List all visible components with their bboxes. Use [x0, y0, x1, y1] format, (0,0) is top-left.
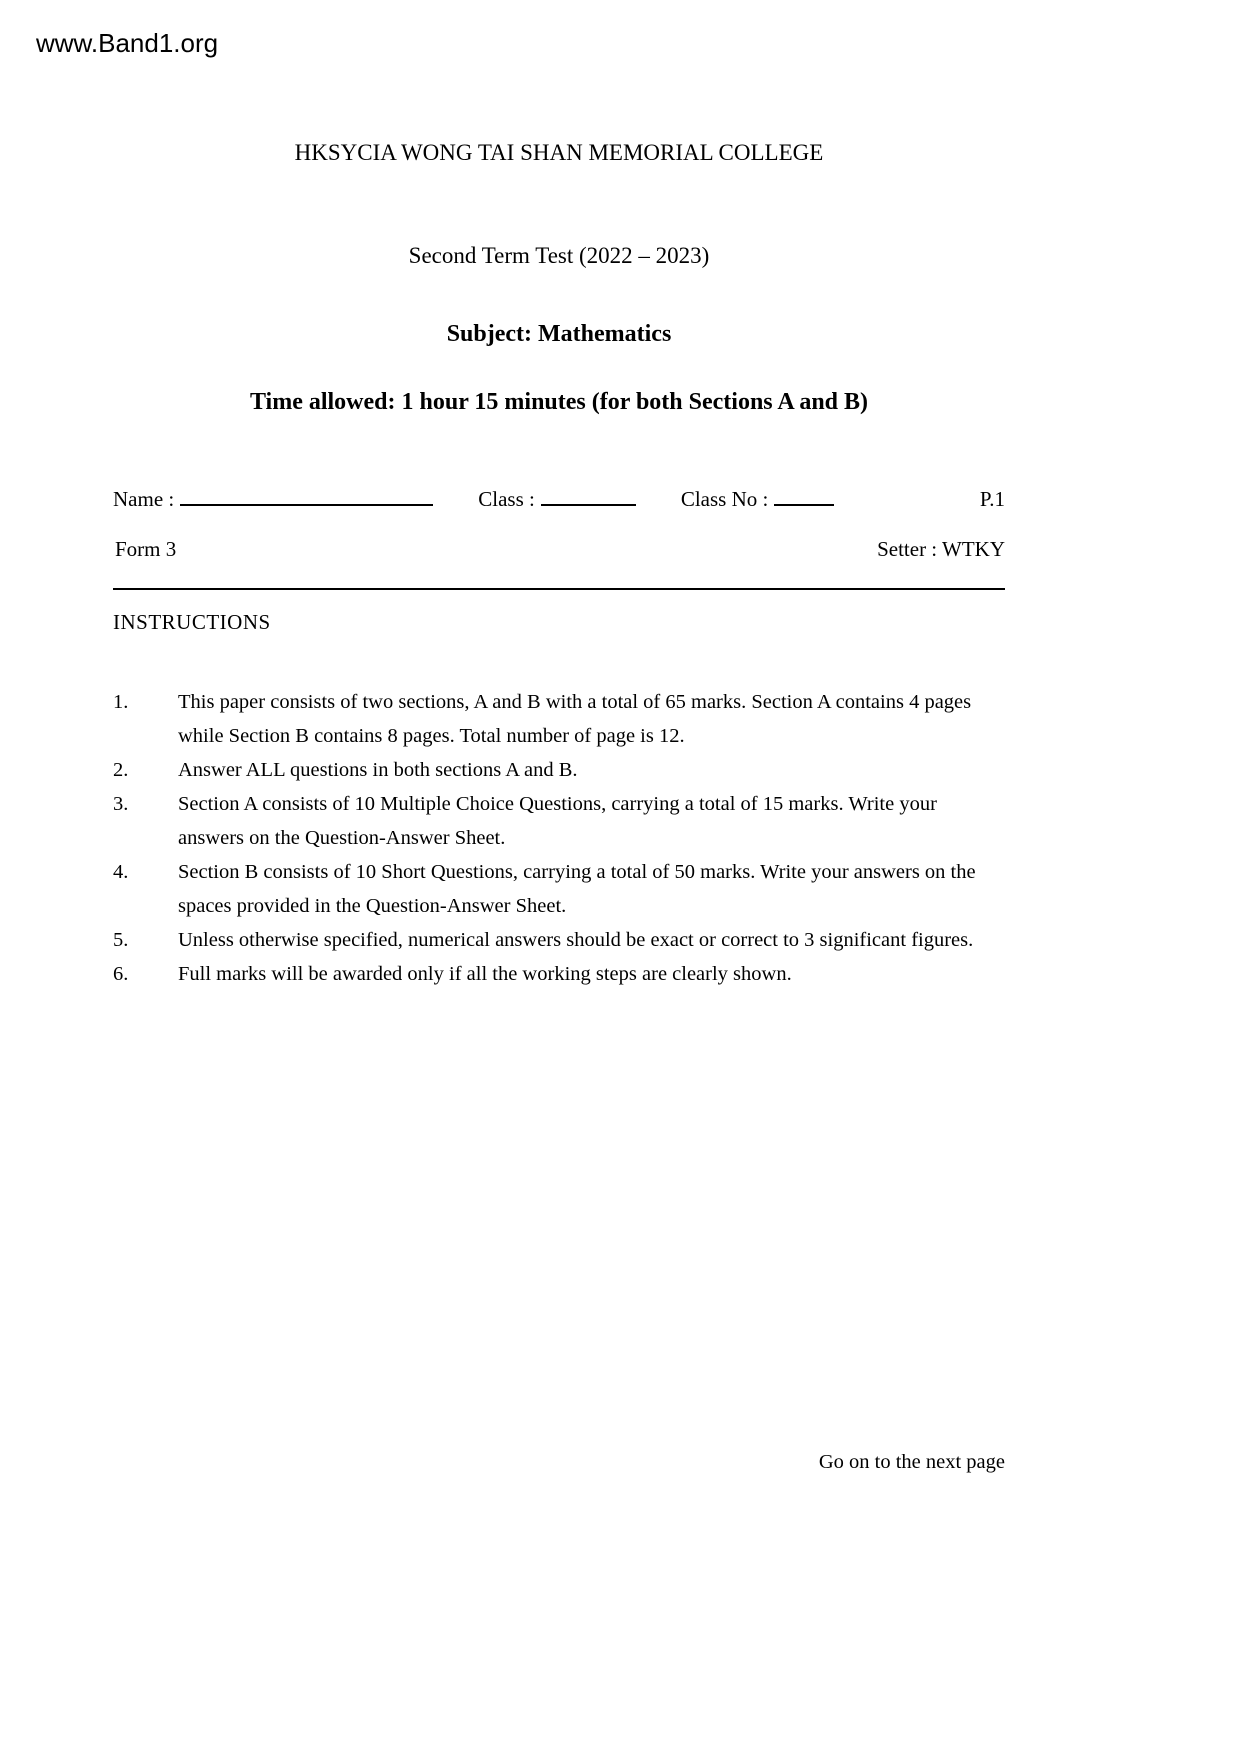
instruction-number: 3.	[113, 793, 129, 815]
instruction-number: 5.	[113, 929, 129, 951]
instruction-number: 4.	[113, 861, 129, 883]
instruction-text: Unless otherwise specified, numerical answers should be exact or correct to 3 significant figures.	[178, 929, 974, 951]
instruction-text: Answer ALL questions in both sections A and B.	[178, 759, 578, 781]
name-label: Name :	[113, 487, 175, 511]
class-no-blank-line	[774, 488, 834, 506]
class-blank-line	[541, 488, 636, 506]
school-name: HKSYCIA WONG TAI SHAN MEMORIAL COLLEGE	[294, 140, 824, 165]
class-no-label: Class No :	[680, 487, 769, 511]
instruction-text: This paper consists of two sections, A and B with a total of 65 marks. Section A contains 4 pages while Section B contains 8 pages. Total number of page is 12.	[178, 691, 972, 747]
instruction-item	[113, 787, 1005, 855]
test-title: Second Term Test (2022 – 2023)	[408, 243, 710, 268]
student-fields-row	[113, 484, 1005, 514]
subject-title: Subject: Mathematics	[446, 321, 672, 347]
name-blank-line	[180, 488, 433, 506]
go-on-next-page-note: Go on to the next page	[818, 1451, 1005, 1473]
instruction-item	[113, 753, 1005, 787]
header-divider	[113, 588, 1005, 590]
form-label: Form 3	[115, 537, 177, 561]
form-setter-row	[113, 534, 1005, 564]
instruction-number: 6.	[113, 963, 129, 985]
instruction-item	[113, 923, 1005, 957]
instruction-number: 2.	[113, 759, 129, 781]
instruction-text: Full marks will be awarded only if all the working steps are clearly shown.	[178, 963, 792, 985]
class-label: Class :	[478, 487, 535, 511]
instruction-text: Section A consists of 10 Multiple Choice Questions, carrying a total of 15 marks. Write your answers on the Question-Answer Sheet.	[178, 793, 937, 849]
instructions-list	[113, 685, 1005, 991]
page-content	[113, 0, 1005, 991]
instruction-item	[113, 685, 1005, 753]
site-watermark: www.Band1.org	[36, 28, 219, 58]
instructions-heading: INSTRUCTIONS	[113, 610, 271, 634]
instruction-number: 1.	[113, 691, 129, 713]
instruction-item	[113, 957, 1005, 991]
time-allowed: Time allowed: 1 hour 15 minutes (for both Sections A and B)	[249, 389, 869, 415]
setter-label: Setter : WTKY	[877, 537, 1005, 561]
page-number: P.1	[979, 487, 1005, 511]
instruction-item	[113, 855, 1005, 923]
instruction-text: Section B consists of 10 Short Questions, carrying a total of 50 marks. Write your answers on the spaces provided in the Question-Answer Sheet.	[178, 861, 976, 917]
